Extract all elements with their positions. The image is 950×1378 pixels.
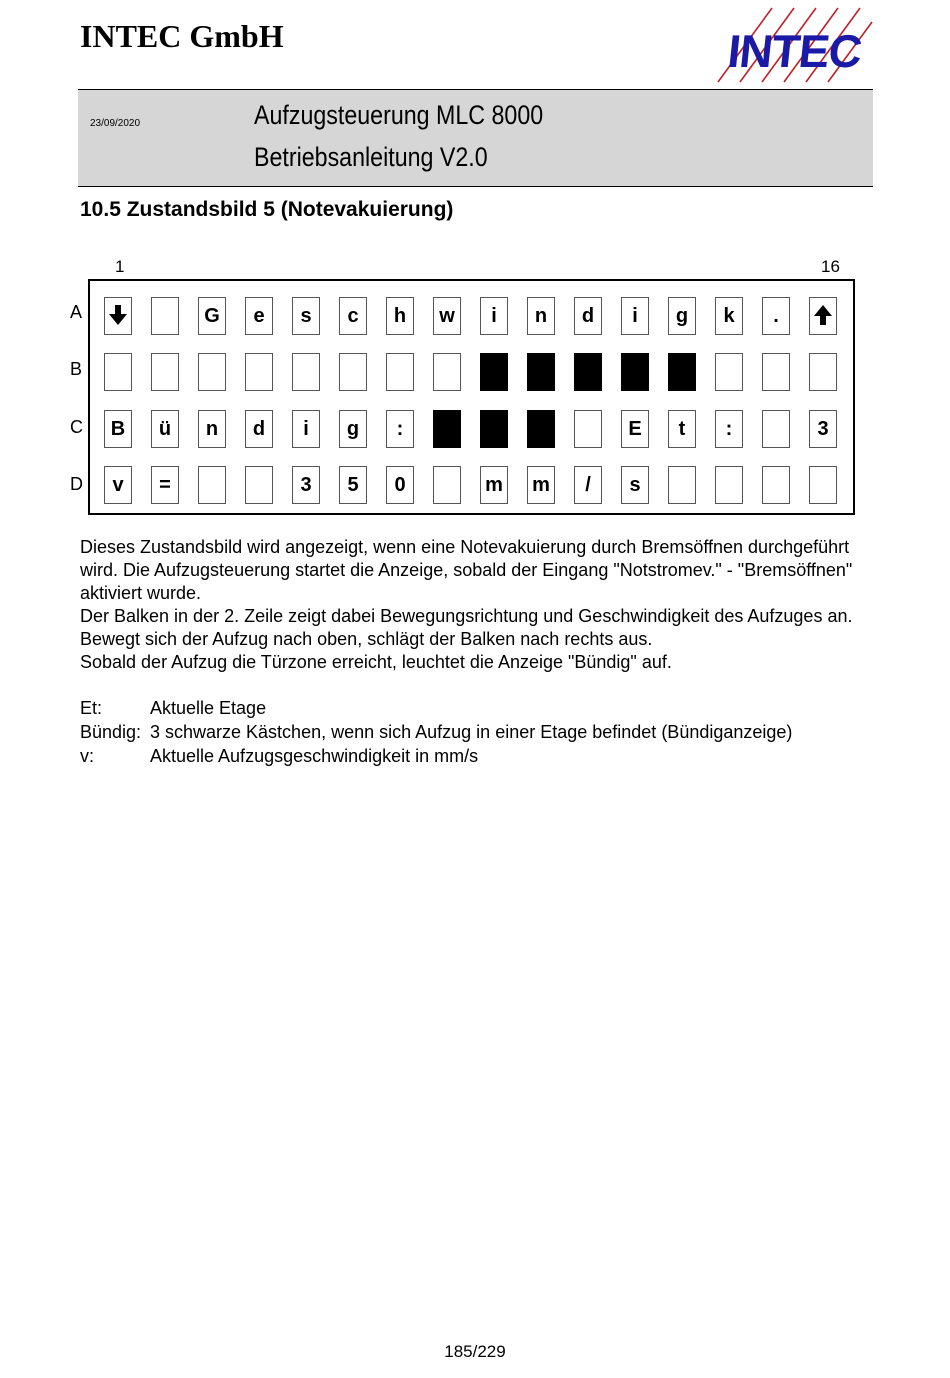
lcd-cell [762, 410, 790, 448]
arrow-down-icon [104, 297, 132, 335]
legend-key: v: [80, 746, 95, 766]
lcd-block-filled [433, 410, 461, 448]
lcd-cell [151, 353, 179, 391]
document-title: Aufzugsteuerung MLC 8000 [254, 100, 544, 130]
lcd-block-filled [527, 410, 555, 448]
lcd-cell: m [527, 466, 555, 504]
lcd-cell [198, 353, 226, 391]
lcd-cell: g [339, 410, 367, 448]
legend-value: Aktuelle Aufzugsgeschwindigkeit in mm/s [150, 746, 479, 766]
legend-value: Aktuelle Etage [150, 698, 267, 718]
lcd-cell: : [715, 410, 743, 448]
legend-key: Bündig: [80, 722, 142, 742]
section-title: 10.5 Zustandsbild 5 (Notevakuierung) [80, 198, 454, 221]
lcd-cell: n [527, 297, 555, 335]
lcd-block-filled [480, 353, 508, 391]
logo-text: INTEC [725, 25, 864, 77]
lcd-cell [668, 466, 696, 504]
lcd-cell: k [715, 297, 743, 335]
lcd-cell [715, 353, 743, 391]
document-date: 23/09/2020 [90, 118, 141, 129]
legend-value: 3 schwarze Kästchen, wenn sich Aufzug in einer Etage befindet (Bündiganzeige) [150, 722, 793, 742]
lcd-cell [809, 466, 837, 504]
lcd-cell [245, 466, 273, 504]
lcd-cell [762, 353, 790, 391]
lcd-cell [292, 353, 320, 391]
lcd-cell: 5 [339, 466, 367, 504]
lcd-block-filled [621, 353, 649, 391]
description-paragraph: Der Balken in der 2. Zeile zeigt dabei Bewegungsrichtung und Geschwindigkeit des Aufzuges an. Bewegt sich der Aufzug nach oben, schlägt der Balken nach rechts aus. [80, 606, 853, 649]
description-paragraph: Sobald der Aufzug die Türzone erreicht, leuchtet die Anzeige "Bündig" auf. [80, 652, 672, 672]
lcd-cell [386, 353, 414, 391]
lcd-cell: 0 [386, 466, 414, 504]
lcd-block-filled [527, 353, 555, 391]
lcd-cell: s [292, 297, 320, 335]
lcd-cell: e [245, 297, 273, 335]
document-subtitle: Betriebsanleitung V2.0 [254, 142, 488, 172]
lcd-cell: d [574, 297, 602, 335]
lcd-cell: i [292, 410, 320, 448]
lcd-block-filled [668, 353, 696, 391]
lcd-cell [574, 410, 602, 448]
lcd-cell: v [104, 466, 132, 504]
lcd-cell: : [386, 410, 414, 448]
lcd-cell: s [621, 466, 649, 504]
lcd-cell [433, 353, 461, 391]
lcd-cell: d [245, 410, 273, 448]
row-label: B [70, 359, 83, 379]
column-number-last: 16 [821, 257, 840, 276]
lcd-cell: m [480, 466, 508, 504]
lcd-cell [245, 353, 273, 391]
lcd-cell: B [104, 410, 132, 448]
lcd-cell [762, 466, 790, 504]
row-label: A [70, 302, 83, 322]
lcd-cell [198, 466, 226, 504]
lcd-cell: . [762, 297, 790, 335]
lcd-block-filled [480, 410, 508, 448]
lcd-block-filled [574, 353, 602, 391]
row-label: D [70, 474, 83, 494]
lcd-cell: i [480, 297, 508, 335]
lcd-cell: 3 [809, 410, 837, 448]
legend-key: Et: [80, 698, 103, 718]
lcd-cell: g [668, 297, 696, 335]
lcd-cell: t [668, 410, 696, 448]
header-band [78, 89, 873, 187]
lcd-cell: ü [151, 410, 179, 448]
lcd-cell: G [198, 297, 226, 335]
lcd-cell: E [621, 410, 649, 448]
description [80, 536, 880, 674]
lcd-cell [104, 353, 132, 391]
page-number: 185/229 [444, 1342, 506, 1361]
lcd-cell [715, 466, 743, 504]
lcd-cell [151, 297, 179, 335]
lcd-cell [433, 466, 461, 504]
intec-logo [714, 6, 874, 86]
lcd-cell: h [386, 297, 414, 335]
lcd-cell: w [433, 297, 461, 335]
lcd-cell: n [198, 410, 226, 448]
lcd-cell: 3 [292, 466, 320, 504]
column-number-first: 1 [115, 257, 125, 276]
lcd-cell: i [621, 297, 649, 335]
row-label: C [70, 417, 83, 437]
lcd-cell [809, 353, 837, 391]
lcd-cell: c [339, 297, 367, 335]
lcd-cell [339, 353, 367, 391]
company-name: INTEC GmbH [80, 18, 284, 54]
lcd-display [88, 279, 855, 515]
lcd-cell: = [151, 466, 179, 504]
lcd-cell: / [574, 466, 602, 504]
arrow-up-icon [809, 297, 837, 335]
description-paragraph: Dieses Zustandsbild wird angezeigt, wenn eine Notevakuierung durch Bremsöffnen durchgeführt wird. Die Aufzugsteuerung startet die Anzeige, sobald der Eingang "Notstromev." - "Bremsöffnen" aktiviert wurde. [80, 537, 853, 603]
